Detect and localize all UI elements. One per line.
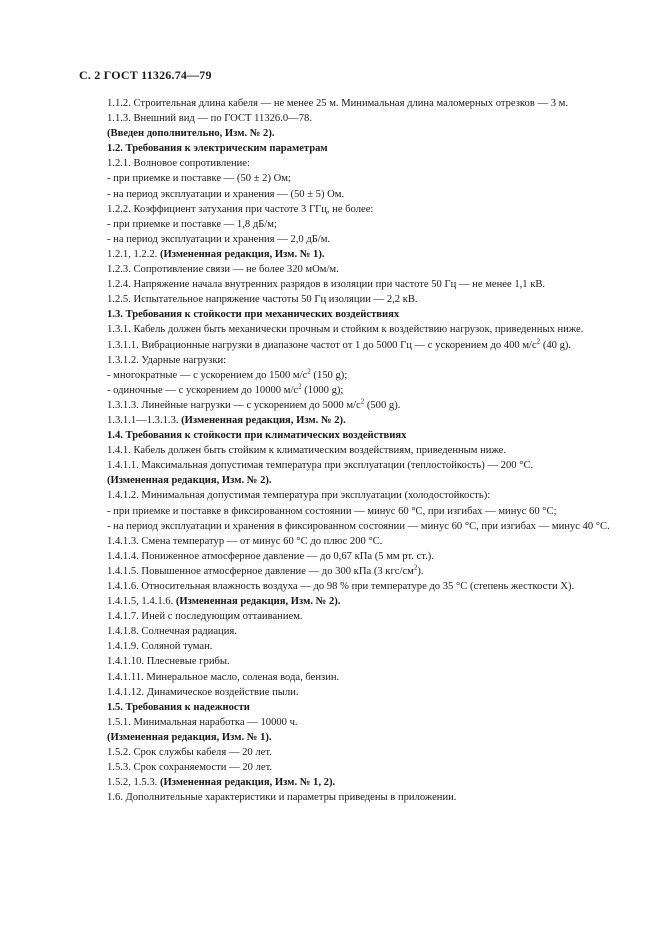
paragraph: 1.4.1.3. Смена температур — от минус 60 °С до плюс 200 °С. bbox=[107, 535, 383, 547]
section-heading: (Измененная редакция, Изм. № 1). bbox=[107, 731, 272, 743]
paragraph: 1.2.3. Сопротивление связи — не более 320 мОм/м. bbox=[107, 264, 339, 276]
paragraph: 1.3.1. Кабель должен быть механически прочным и стойким к воздействию нагрузок, приведенных ниже. bbox=[107, 324, 584, 336]
section-heading: (Измененная редакция, Изм. № 2). bbox=[107, 475, 272, 487]
paragraph: 1.5.3. Срок сохраняемости — 20 лет. bbox=[107, 762, 273, 774]
paragraph: 1.2.1. Волновое сопротивление: bbox=[107, 158, 250, 170]
document-body bbox=[79, 96, 617, 805]
paragraph: 1.2.5. Испытательное напряжение частоты 50 Гц изоляции — 2,2 кВ. bbox=[107, 294, 418, 306]
paragraph: 1.4.1. Кабель должен быть стойким к климатическим воздействиям, приведенным ниже. bbox=[107, 445, 506, 457]
section-heading: 1.5. Требования к надежности bbox=[107, 701, 250, 713]
paragraph: - при приемке и поставке в фиксированном состоянии — минус 60 °С, при изгибах — минус 60 °С; bbox=[107, 505, 557, 517]
section-heading: 1.2. Требования к электрическим параметрам bbox=[107, 143, 328, 155]
paragraph: - при приемке и поставке — 1,8 дБ/м; bbox=[107, 218, 277, 230]
paragraph: 1.4.1.12. Динамическое воздействие пыли. bbox=[107, 686, 299, 698]
amendment-note: (Измененная редакция, Изм. № 1, 2). bbox=[159, 777, 336, 789]
paragraph: 1.3.1.3. Линейные нагрузки — с ускорением до 5000 $м/с^2$ (500 g). bbox=[107, 397, 401, 411]
paragraph: 1.3.1.1. Вибрационные нагрузки в диапазоне частот от 1 до 5000 Гц — с ускорением до 400 $м/с^2$ (40 g). bbox=[107, 336, 572, 351]
amendment-note: (Измененная редакция, Изм. № 1). bbox=[159, 248, 325, 260]
paragraph: 1.4.1.10. Плесневые грибы. bbox=[107, 656, 230, 668]
clause-number: 1.5.2, 1.5.3. bbox=[107, 777, 160, 789]
clause-number: 1.3.1.1—1.3.1.3. bbox=[107, 414, 182, 426]
paragraph: 1.4.1.9. Соляной туман. bbox=[107, 641, 213, 653]
paragraph bbox=[79, 413, 617, 428]
paragraph: 1.4.1.11. Минеральное масло, соленая вода, бензин. bbox=[107, 671, 340, 683]
paragraph: 1.2.2. Коэффициент затухания при частоте 3 ГГц, не более: bbox=[107, 203, 374, 215]
section-heading: (Введен дополнительно, Изм. № 2). bbox=[107, 128, 275, 140]
paragraph: - при приемке и поставке — (50 ± 2) Ом; bbox=[107, 173, 291, 185]
paragraph: 1.4.1.4. Пониженное атмосферное давление — до 0,67 кПа (5 мм рт. ст.). bbox=[107, 550, 434, 562]
paragraph: 1.5.2. Срок службы кабеля — 20 лет. bbox=[107, 747, 272, 759]
paragraph: - одиночные — с ускорением до 10000 $м/с^2$ (1000 g); bbox=[107, 382, 344, 396]
paragraph bbox=[79, 775, 617, 790]
paragraph: 1.6. Дополнительные характеристики и параметры приведены в приложении. bbox=[107, 792, 457, 804]
paragraph: 1.1.3. Внешний вид — по ГОСТ 11326.0—78. bbox=[107, 113, 313, 125]
paragraph: 1.2.4. Напряжение начала внутренних разрядов в изоляции при частоте 50 Гц — не менее 1,1 кВ. bbox=[107, 279, 546, 291]
paragraph: - на период эксплуатации и хранения в фиксированном состоянии — минус 60 °С, при изгибах — минус 40 °С. bbox=[107, 520, 610, 532]
section-heading: 1.4. Требования к стойкости при климатических воздействиях bbox=[107, 430, 407, 442]
paragraph: 1.5.1. Минимальная наработка — 10000 ч. bbox=[107, 716, 298, 728]
section-heading: 1.3. Требования к стойкости при механических воздействиях bbox=[107, 309, 400, 321]
amendment-note: (Измененная редакция, Изм. № 2). bbox=[181, 414, 346, 426]
clause-number: 1.2.1, 1.2.2. bbox=[107, 248, 160, 260]
paragraph bbox=[79, 247, 617, 262]
paragraph: - на период эксплуатации и хранения — (50 ± 5) Ом. bbox=[107, 188, 345, 200]
paragraph: 1.1.2. Строительная длина кабеля — не менее 25 м. Минимальная длина маломерных отрезков — 3 м. bbox=[107, 98, 569, 109]
amendment-note: (Измененная редакция, Изм. № 2). bbox=[175, 596, 341, 608]
paragraph: 1.3.1.2. Ударные нагрузки: bbox=[107, 354, 227, 366]
paragraph: 1.4.1.1. Максимальная допустимая температура при эксплуатации (теплостойкость) — 200 °С. bbox=[107, 460, 534, 472]
clause-number: 1.4.1.5, 1.4.1.6. bbox=[107, 596, 176, 608]
paragraph: 1.4.1.7. Иней с последующим оттаиванием. bbox=[107, 611, 303, 623]
paragraph: 1.4.1.6. Относительная влажность воздуха — до 98 % при температуре до 35 °С (степень жесткости X). bbox=[107, 581, 575, 592]
paragraph bbox=[79, 594, 617, 609]
paragraph: 1.4.1.5. Повышенное атмосферное давление — до 300 кПа (3 кгс/$см^2$). bbox=[107, 563, 424, 577]
paragraph: 1.4.1.8. Солнечная радиация. bbox=[107, 626, 237, 638]
paragraph: 1.4.1.2. Минимальная допустимая температура при эксплуатации (холодостойкость): bbox=[107, 490, 491, 502]
paragraph: - на период эксплуатации и хранения — 2,0 дБ/м. bbox=[107, 233, 331, 245]
paragraph: - многократные — с ускорением до 1500 $м/с^2$ (150 g); bbox=[107, 367, 348, 381]
page-header: С. 2 ГОСТ 11326.74—79 bbox=[79, 68, 212, 82]
